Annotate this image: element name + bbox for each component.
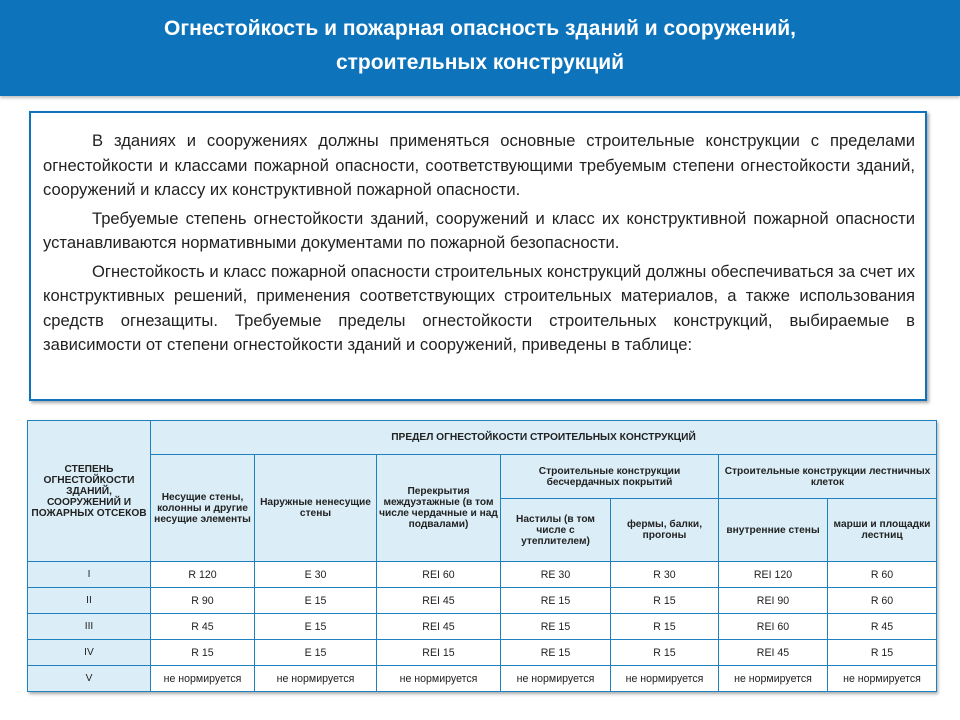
table-cell: E 30 xyxy=(255,562,377,588)
paragraph-1: В зданиях и сооружениях должны применяться основные строительные конструкции с пределами огнестойкости и классами пожарной опасности, соответствующими требуемым степени огнестойкости зданий, сооружений и классу их конструктивной пожарной опасности. xyxy=(43,131,915,199)
table-cell: R 15 xyxy=(151,640,255,666)
table-cell: E 15 xyxy=(255,640,377,666)
table-cell: RE 15 xyxy=(501,614,611,640)
text-box xyxy=(29,111,927,401)
header-cell-bearing-elements: Несущие стены, колонны и другие несущие элементы xyxy=(151,455,255,562)
paragraph-2: Требуемые степень огнестойкости зданий, сооружений и класс их конструктивной пожарной опасности устанавливаются нормативными документами по пожарной безопасности. xyxy=(43,208,915,252)
table-cell: R 30 xyxy=(611,562,719,588)
slide-title-line-2: строительных конструкций xyxy=(335,51,625,74)
header-cell-stair-flights: марши и площадки лестниц xyxy=(828,499,937,562)
table-cell: REI 60 xyxy=(377,562,501,588)
table-row xyxy=(28,614,937,640)
table-cell: не нормируется xyxy=(501,666,611,692)
fire-resistance-table-wrapper xyxy=(27,420,936,692)
table-cell: не нормируется xyxy=(151,666,255,692)
table-cell: R 15 xyxy=(611,614,719,640)
degree-cell: II xyxy=(28,588,151,614)
table-cell: R 45 xyxy=(828,614,937,640)
table-cell: не нормируется xyxy=(719,666,828,692)
header-cell-floors: Перекрытия междуэтажные (в том числе чердачные и над подвалами) xyxy=(377,455,501,562)
fire-resistance-table xyxy=(27,420,937,692)
table-row xyxy=(28,588,937,614)
table-cell: R 15 xyxy=(611,588,719,614)
degree-cell: V xyxy=(28,666,151,692)
table-cell: REI 45 xyxy=(719,640,828,666)
degree-cell: IV xyxy=(28,640,151,666)
table-cell: R 45 xyxy=(151,614,255,640)
table-cell: E 15 xyxy=(255,614,377,640)
table-cell: RE 30 xyxy=(501,562,611,588)
table-cell: R 60 xyxy=(828,588,937,614)
slide-header xyxy=(0,0,960,96)
table-cell: R 15 xyxy=(611,640,719,666)
header-cell-outer-walls: Наружные ненесущие стены xyxy=(255,455,377,562)
header-cell-stair-structures: Строительные конструкции лестничных клеток xyxy=(719,455,937,499)
table-cell: R 120 xyxy=(151,562,255,588)
header-cell-fire-resistance-limit: ПРЕДЕЛ ОГНЕСТОЙКОСТИ СТРОИТЕЛЬНЫХ КОНСТРУКЦИЙ xyxy=(151,421,937,455)
table-cell: R 15 xyxy=(828,640,937,666)
table-header-row-2 xyxy=(28,455,937,499)
table-header-row-1 xyxy=(28,421,937,455)
table-cell: R 60 xyxy=(828,562,937,588)
table-row xyxy=(28,666,937,692)
degree-cell: III xyxy=(28,614,151,640)
slide-title xyxy=(0,12,960,80)
header-cell-stair-walls: внутренние стены xyxy=(719,499,828,562)
table-cell: RE 15 xyxy=(501,640,611,666)
table-cell: REI 120 xyxy=(719,562,828,588)
slide-title-line-1: Огнестойкость и пожарная опасность зданий и сооружений, xyxy=(164,17,796,40)
table-row xyxy=(28,562,937,588)
table-cell: REI 60 xyxy=(719,614,828,640)
table-cell: не нормируется xyxy=(377,666,501,692)
degree-cell: I xyxy=(28,562,151,588)
header-cell-fire-resistance-degree: СТЕПЕНЬ ОГНЕСТОЙКОСТИ ЗДАНИЙ, СООРУЖЕНИЙ И ПОЖАРНЫХ ОТСЕКОВ xyxy=(28,421,151,562)
table-row xyxy=(28,640,937,666)
table-cell: R 90 xyxy=(151,588,255,614)
header-cell-roof-trusses: фермы, балки, прогоны xyxy=(611,499,719,562)
table-cell: REI 15 xyxy=(377,640,501,666)
table-cell: RE 15 xyxy=(501,588,611,614)
table-cell: REI 45 xyxy=(377,614,501,640)
header-cell-roof-structures: Строительные конструкции бесчердачных покрытий xyxy=(501,455,719,499)
table-cell: REI 45 xyxy=(377,588,501,614)
table-cell: E 15 xyxy=(255,588,377,614)
table-cell: не нормируется xyxy=(255,666,377,692)
table-cell: не нормируется xyxy=(828,666,937,692)
header-cell-roof-decks: Настилы (в том числе с утеплителем) xyxy=(501,499,611,562)
table-cell: REI 90 xyxy=(719,588,828,614)
table-cell: не нормируется xyxy=(611,666,719,692)
paragraph-3: Огнестойкость и класс пожарной опасности строительных конструкций должны обеспечиваться за счет их конструктивных решений, применения соответствующих строительных материалов, а также использования средств огнезащиты. Требуемые пределы огнестойкости строительных конструкций, выбираемые в зависимости от степени огнестойкости зданий и сооружений, приведены в таблице: xyxy=(43,261,915,354)
